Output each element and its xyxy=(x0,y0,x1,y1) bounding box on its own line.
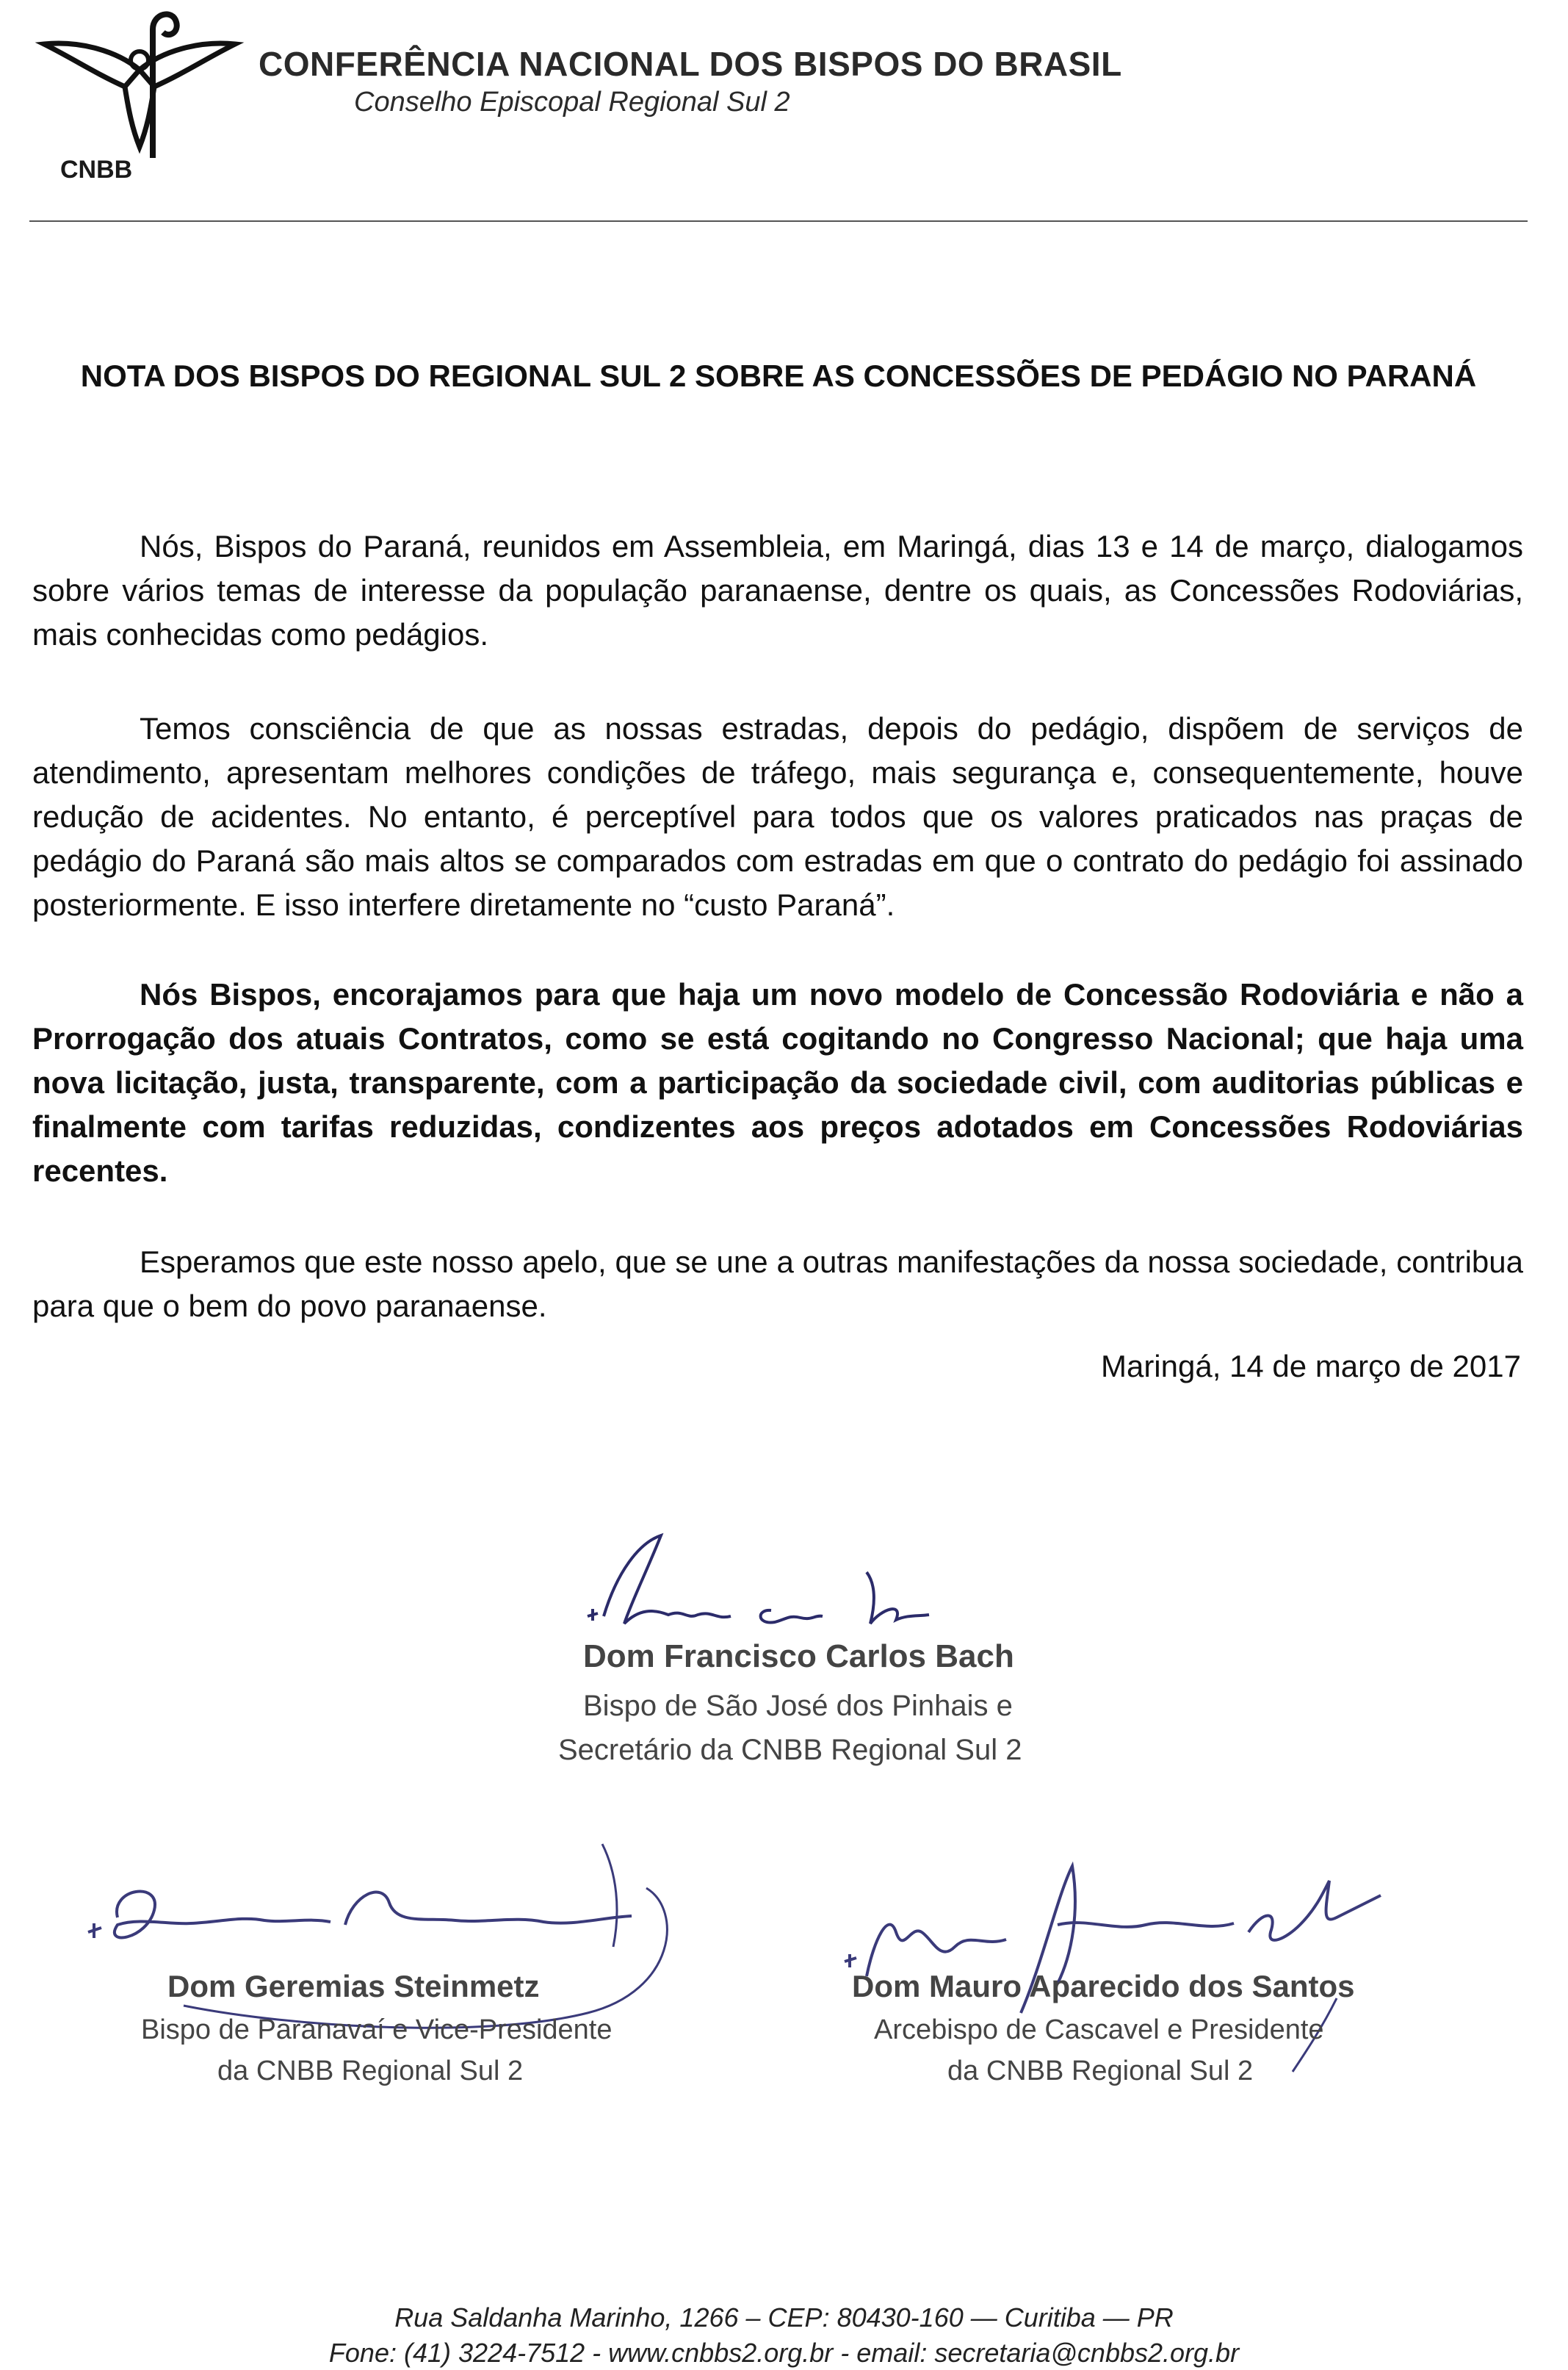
signatory-role: Bispo de São José dos Pinhais e xyxy=(583,1690,1013,1722)
document-date: Maringá, 14 de março de 2017 xyxy=(1100,1349,1521,1383)
footer-address: Rua Saldanha Marinho, 1266 – CEP: 80430-160 — Curitiba — PR xyxy=(394,2302,1174,2333)
header-divider xyxy=(29,220,1528,222)
document-title: NOTA DOS BISPOS DO REGIONAL SUL 2 SOBRE AS CONCESSÕES DE PEDÁGIO NO PARANÁ xyxy=(80,359,1477,393)
signatory-name: Dom Geremias Steinmetz xyxy=(167,1969,540,2003)
footer-contact: Fone: (41) 3224-7512 - www.cnbbs2.org.br - email: secretaria@cnbbs2.org.br xyxy=(328,2338,1240,2368)
logo-text: CNBB xyxy=(60,156,133,184)
signatory-role: da CNBB Regional Sul 2 xyxy=(947,2056,1254,2086)
signature-block-geremias xyxy=(73,1829,705,2108)
signatory-role: Secretário da CNBB Regional Sul 2 xyxy=(558,1734,1022,1766)
paragraph-3: Nós Bispos, encorajamos para que haja um novo modelo de Concessão Rodoviária e não a Prorrogação dos atuais Contratos, como se está cogitando no Congresso Nacional; que haja uma nova licitação, justa, transparente, com a participação da sociedade civil, com auditorias públicas e finalmente com tarifas reduzidas, condizentes aos preços adotados em Concessões Rodoviárias recentes. xyxy=(32,977,1523,1188)
paragraph-1: Nós, Bispos do Paraná, reunidos em Assembleia, em Maringá, dias 13 e 14 de março, dialogamos sobre vários temas de interesse da população paranaense, dentre os quais, as Concessões Rodoviárias, mais conhecidas como pedágios. xyxy=(32,529,1523,652)
organization-subtitle: Conselho Episcopal Regional Sul 2 xyxy=(354,87,790,118)
signature-block-mauro xyxy=(837,1866,1425,2131)
signatory-name: Dom Francisco Carlos Bach xyxy=(583,1638,1014,1674)
dove-cross-icon xyxy=(29,0,250,162)
signatory-role: da CNBB Regional Sul 2 xyxy=(217,2056,524,2086)
paragraph-4: Esperamos que este nosso apelo, que se une a outras manifestações da nossa sociedade, contribua para que o bem do povo paranaense. xyxy=(32,1245,1523,1323)
paragraph-2: Temos consciência de que as nossas estradas, depois do pedágio, dispõem de serviços de atendimento, apresentam melhores condições de tráfego, mais segurança e, consequentemente, houve redução de acidentes. No entanto, é perceptível para todos que os valores praticados nas praças de pedágio do Paraná são mais altos se comparados com estradas em que o contrato do pedágio foi assinado posteriormente. E isso interfere diretamente no “custo Paraná”. xyxy=(32,711,1523,922)
cnbb-logo xyxy=(29,0,250,187)
signatory-role: Arcebispo de Cascavel e Presidente xyxy=(874,2014,1324,2045)
organization-title: CONFERÊNCIA NACIONAL DOS BISPOS DO BRASIL xyxy=(259,45,1122,83)
signature-block-francisco xyxy=(558,1528,1087,1778)
signatory-name: Dom Mauro Aparecido dos Santos xyxy=(852,1969,1355,2003)
signatory-role: Bispo de Paranavaí e Vice-Presidente xyxy=(141,2014,613,2045)
